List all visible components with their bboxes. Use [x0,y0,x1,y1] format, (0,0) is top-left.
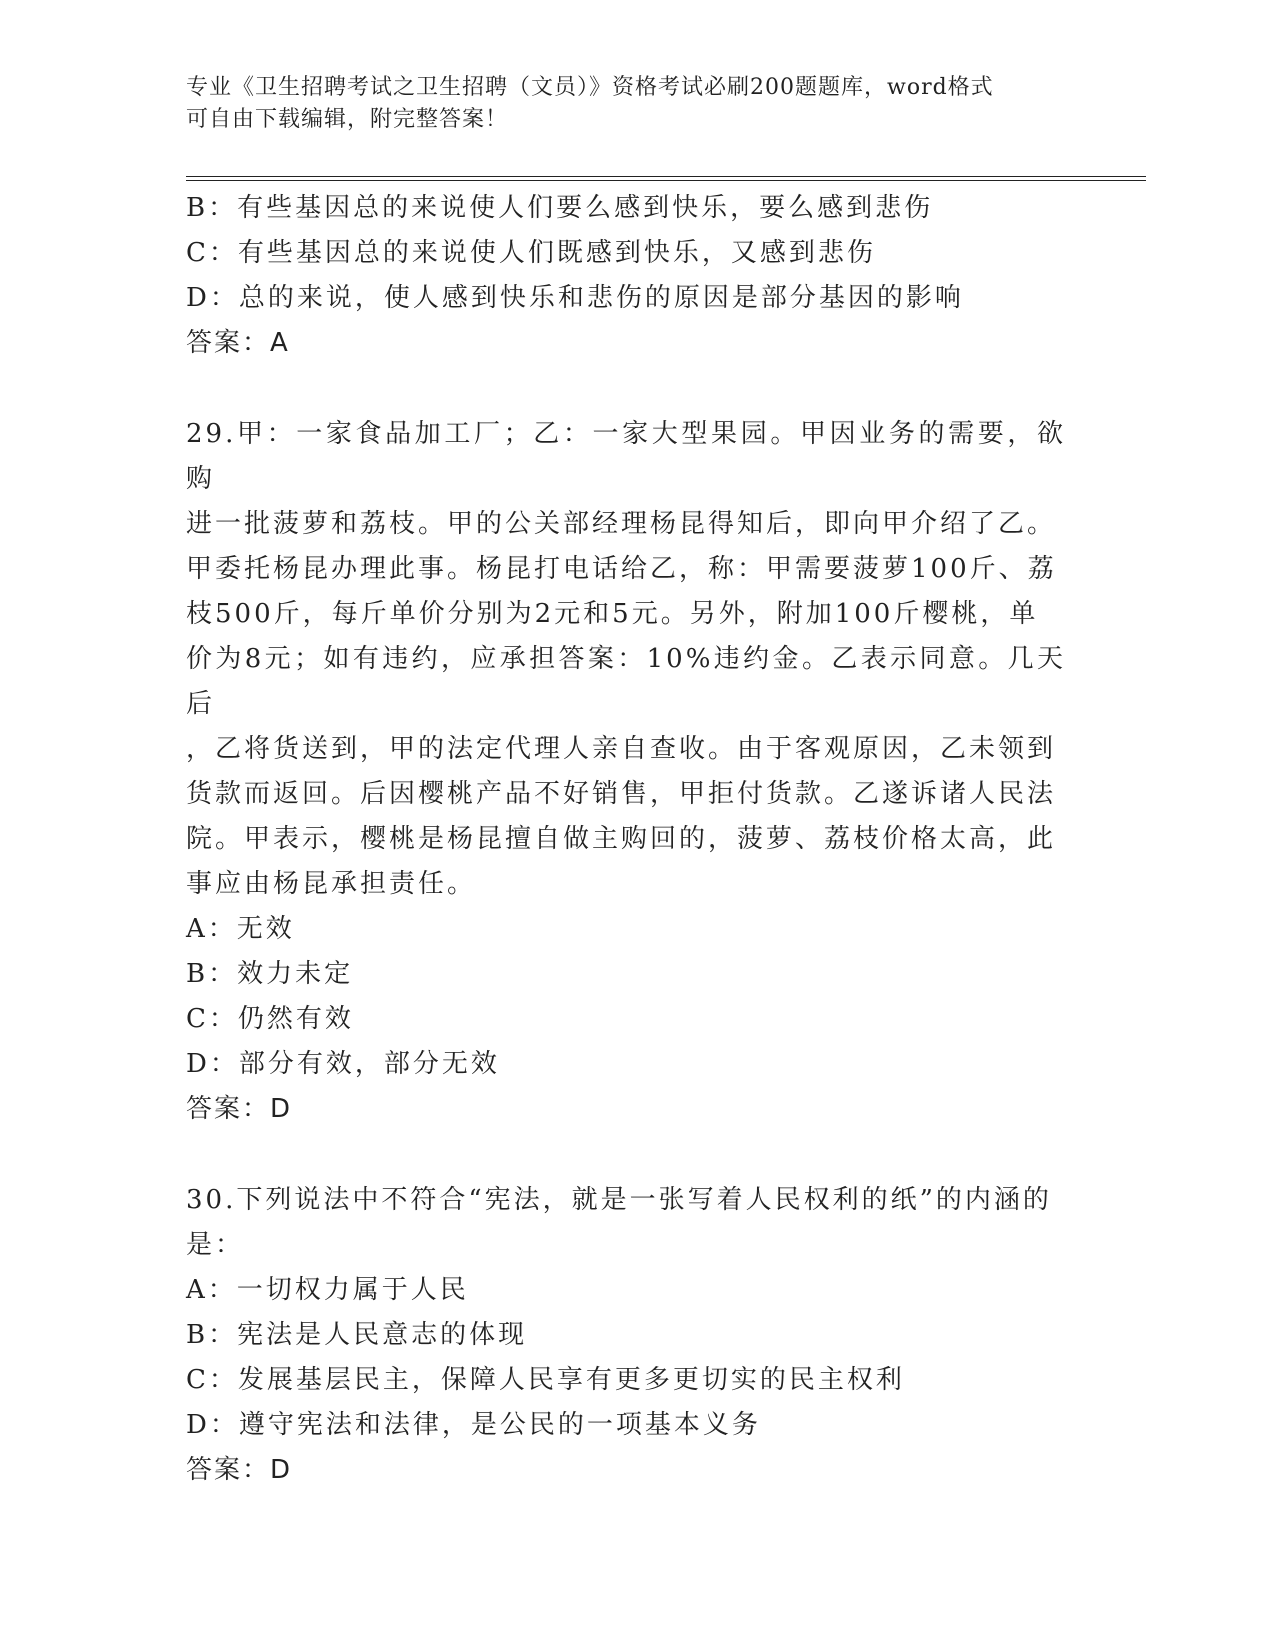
page-header [186,72,1086,136]
answer-label: 答案：D [186,1455,293,1485]
answer-label: 答案：D [186,1094,293,1124]
question-stem: 29.甲：一家食品加工厂；乙：一家大型果园。甲因业务的需要，欲购 进一批菠萝和荔枝。甲的公关部经理杨昆得知后，即向甲介绍了乙。 甲委托杨昆办理此事。杨昆打电话给乙，称：甲需要菠萝100斤、荔 枝500斤，每斤单价分别为2元和5元。另外，附加100斤樱桃，单 价为8元；如有违约，应承担答案：10%违约金。乙表示同意。几天后 ，乙将货送到，甲的法定代理人亲自查收。由于客观原因，乙未领到 货款而返回。后因樱桃产品不好销售，甲拒付货款。乙遂诉诸人民法 院。甲表示，樱桃是杨昆擅自做主购回的，菠萝、荔枝价格太高，此 事应由杨昆承担责任。 [186,419,1066,899]
option-c: C：仍然有效 [186,1004,354,1034]
option-b: B：效力未定 [186,959,354,989]
option-a: A：无效 [186,914,295,944]
question-30 [186,1178,1066,1493]
answer-label: 答案：A [186,328,290,358]
question-29 [186,412,1066,1132]
option-a: A：一切权力属于人民 [186,1275,469,1305]
header-title-line1: 专业《卫生招聘考试之卫生招聘（文员）》资格考试必刷200题题库，word格式 [186,75,994,100]
option-c: C：有些基因总的来说使人们既感到快乐，又感到悲伤 [186,238,876,268]
option-b: B：有些基因总的来说使人们要么感到快乐，要么感到悲伤 [186,193,934,223]
spacer [186,366,1066,412]
spacer [186,1132,1066,1178]
question-stem: 30.下列说法中不符合“宪法，就是一张写着人民权利的纸”的内涵的 是： [186,1185,1052,1260]
option-d: D：部分有效，部分无效 [186,1049,500,1079]
option-b: B：宪法是人民意志的体现 [186,1320,528,1350]
option-d: D：遵守宪法和法律，是公民的一项基本义务 [186,1410,761,1440]
option-d: D：总的来说，使人感到快乐和悲伤的原因是部分基因的影响 [186,283,964,313]
header-title-line2: 可自由下载编辑，附完整答案！ [186,107,509,132]
question-28-continued [186,186,1066,366]
question-content [186,186,1066,1493]
option-c: C：发展基层民主，保障人民享有更多更切实的民主权利 [186,1365,905,1395]
header-divider [186,176,1146,181]
